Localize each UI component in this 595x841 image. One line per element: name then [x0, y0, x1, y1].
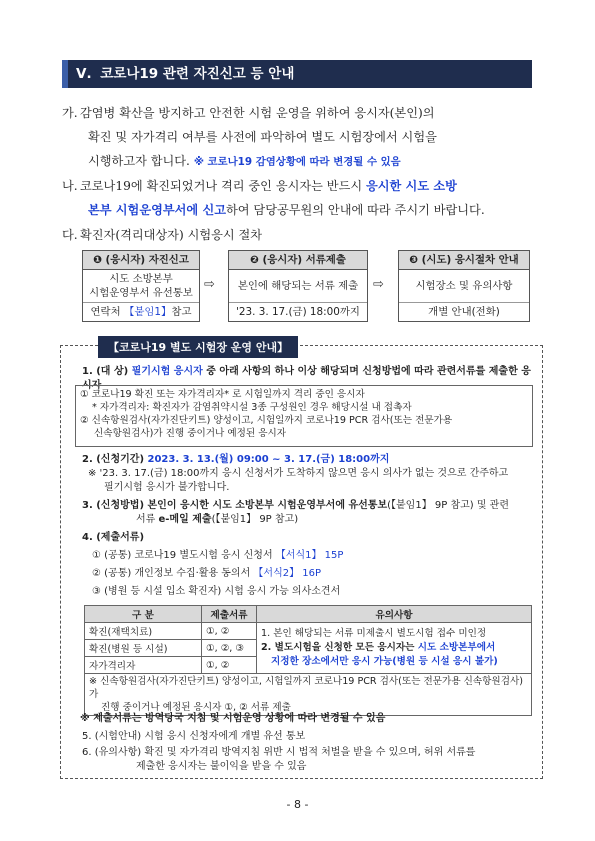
- highlight-text: 시도 소방본부 시험운영부서에 유선통보: [212, 500, 388, 511]
- reference-link: 【서식2】 16P: [253, 568, 322, 579]
- table-header-row: [85, 606, 532, 623]
- section-title: 코로나19 관련 자진신고 등 안내: [100, 66, 295, 82]
- highlight-text: 지정한 장소에서만 응시 가능(병원 등 시설 응시 불가): [271, 656, 498, 667]
- step-row: '23. 3. 17.(금) 18:00까지: [236, 306, 360, 318]
- item-label: 2. (신청기간): [82, 454, 148, 465]
- step-text: 참고: [171, 306, 192, 318]
- process-step-1: [82, 250, 200, 322]
- step-row: [83, 303, 199, 321]
- doc-item-1: [92, 549, 542, 563]
- requirement-table: [84, 605, 532, 716]
- footnote-text: 진행 중이거나 예정된 응시자 ①, ② 서류 제출: [101, 702, 291, 713]
- table-cell: ①, ②: [202, 623, 257, 640]
- highlight-text: 시도 소방본부에서: [417, 642, 496, 653]
- item-text: 필기시험 응시가 불가합니다.: [104, 482, 230, 493]
- arrow-right-icon: ⇨: [373, 277, 384, 292]
- notice-item-3: [82, 499, 532, 513]
- header-accent: [62, 60, 68, 88]
- highlight-text: e-메일 제출: [158, 514, 212, 525]
- doc-item-3: ③ (병원 등 시설 입소 확진자) 시험 응시 가능 의사소견서: [92, 586, 341, 597]
- table-header: 구 분: [85, 606, 202, 623]
- para-text: 감염병 확산을 방지하고 안전한 시험 운영을 위하여 응시자(본인)의: [80, 106, 435, 120]
- para-mark: 가.: [62, 106, 78, 120]
- notice-item-4: 4. (제출서류): [82, 532, 145, 543]
- table-cell: 확진(재택치료): [85, 623, 202, 640]
- highlight-text: 응시한 시도 소방: [366, 179, 457, 193]
- highlight-text: 본부 시험운영부서에 신고: [88, 203, 226, 217]
- step-row: 개별 안내(전화): [428, 306, 500, 318]
- para-text: 하여 담당공무원의 안내에 따라 주시기 바랍니다.: [226, 203, 485, 217]
- eligibility-line: ① 코로나19 확진 또는 자가격리자* 로 시험일까지 격리 중인 응시자: [80, 389, 365, 400]
- step-heading: ❶ (응시자) 자진신고: [83, 251, 199, 270]
- section-number: Ⅴ.: [76, 66, 92, 82]
- reference-link: 【서식1】 15P: [275, 550, 344, 561]
- step-row: 본인에 해당되는 서류 제출: [229, 270, 367, 303]
- para-text: 코로나19에 확진되었거나 격리 중인 응시자는 반드시: [80, 179, 366, 193]
- item-text: ※ '23. 3. 17.(금) 18:00까지 응시 신청서가 도착하지 않으면 응시 의사가 없는 것으로 간주하고: [88, 468, 509, 479]
- eligibility-line: * 자가격리자: 확진자가 감염취약시설 3종 구성원인 경우 해당시설 내 접촉자: [92, 402, 412, 413]
- table-header: 유의사항: [257, 606, 532, 623]
- para-mark: 다.: [62, 228, 78, 242]
- step-heading: ❷ (응시자) 서류제출: [229, 251, 367, 270]
- item-text: (【붙임1】 9P 참고): [211, 514, 299, 525]
- para-text: 시행하고자 합니다.: [88, 154, 194, 168]
- table-footnote-row: [85, 674, 532, 716]
- highlight-text: 2023. 3. 13.(월) 09:00 ~ 3. 17.(금) 18:00까지: [147, 454, 390, 465]
- process-step-2: [228, 250, 368, 322]
- item-text: 서류: [136, 514, 159, 525]
- eligibility-line: 신속항원검사)가 진행 중이거나 예정된 응시자: [94, 428, 287, 439]
- table-cell: 확진(병원 등 시설): [85, 640, 202, 657]
- paragraph-ga: [62, 101, 540, 174]
- notice-title: 【코로나19 별도 시험장 운영 안내】: [98, 336, 298, 358]
- table-row: [85, 623, 532, 640]
- item-text: ① (공통) 코로나19 별도시험 응시 신청서: [92, 550, 276, 561]
- doc-item-2: [92, 567, 542, 581]
- change-warning: ※ 제출서류는 방역당국 지침 및 시험운영 상황에 따라 변경될 수 있음: [80, 713, 386, 724]
- table-cell: ①, ②, ③: [202, 640, 257, 657]
- footnote-text: ※ 신속항원검사(자가진단키트) 양성이고, 시험일까지 코로나19 PCR 검사(또는 전문가용 신속항원검사)가: [89, 676, 523, 700]
- table-cell: ①, ②: [202, 657, 257, 674]
- eligibility-box: [75, 385, 533, 447]
- table-footnote: [85, 674, 532, 716]
- change-notice: ※ 코로나19 감염상황에 따라 변경될 수 있음: [193, 156, 401, 168]
- notice-item-2: [82, 453, 532, 467]
- process-step-3: [398, 250, 530, 322]
- page-number: - 8 -: [286, 798, 309, 811]
- item-text: 중 아래 사항의 하나 이상 해당되며 신청방법에 따라 관련서류를 제출한 응시자: [82, 366, 531, 391]
- step-row: [83, 270, 199, 303]
- item-text: (【붙임1】 9P 참고) 및 관련: [387, 500, 510, 511]
- step-text: 연락처: [90, 306, 124, 318]
- table-note: 2. 별도시험을 신청한 모든 응시자는: [261, 642, 418, 653]
- item-label: 1. (대 상): [82, 366, 132, 377]
- paragraph-na: [62, 174, 540, 222]
- step-text: 시도 소방본부: [109, 273, 173, 285]
- item-text: ② (공통) 개인정보 수집·활용 동의서: [92, 568, 254, 579]
- arrow-right-icon: ⇨: [204, 277, 215, 292]
- para-text: 확진 및 자가격리 여부를 사전에 파악하여 별도 시험장에서 시험을: [88, 130, 437, 144]
- paragraph-da: [62, 223, 540, 247]
- table-header: 제출서류: [202, 606, 257, 623]
- table-notes-cell: [257, 623, 532, 674]
- table-note: 1. 본인 해당되는 서류 미제출시 별도시험 접수 미인정: [261, 628, 487, 639]
- para-mark: 나.: [62, 179, 78, 193]
- table-cell: 자가격리자: [85, 657, 202, 674]
- step-heading: ❸ (시도) 응시절차 안내: [399, 251, 529, 270]
- highlight-text: 필기시험 응시자: [131, 366, 203, 377]
- step-text: 시험운영부서 유선통보: [89, 287, 193, 299]
- section-header: [62, 60, 532, 88]
- notice-item-3-cont: [136, 513, 586, 527]
- para-text: 확진자(격리대상자) 시험응시 절차: [80, 228, 263, 242]
- eligibility-line: ② 신속항원검사(자가진단키트) 양성이고, 시험일까지 코로나19 PCR 검사(또는 전문가용: [80, 415, 453, 426]
- reference-link: 【붙임1】: [123, 306, 172, 318]
- notice-item-6-cont: 제출한 응시자는 불이익을 받을 수 있음: [136, 761, 307, 772]
- notice-item-5: 5. (시험안내) 시험 응시 신청자에게 개별 유선 통보: [82, 731, 306, 742]
- item-label: 3. (신청방법) 본인이 응시한: [82, 500, 213, 511]
- step-row: 시험장소 및 유의사항: [399, 270, 529, 303]
- notice-item-6: 6. (유의사항) 확진 및 자가격리 방역지침 위반 시 법적 처벌을 받을 수 있으며, 허위 서류를: [82, 747, 476, 758]
